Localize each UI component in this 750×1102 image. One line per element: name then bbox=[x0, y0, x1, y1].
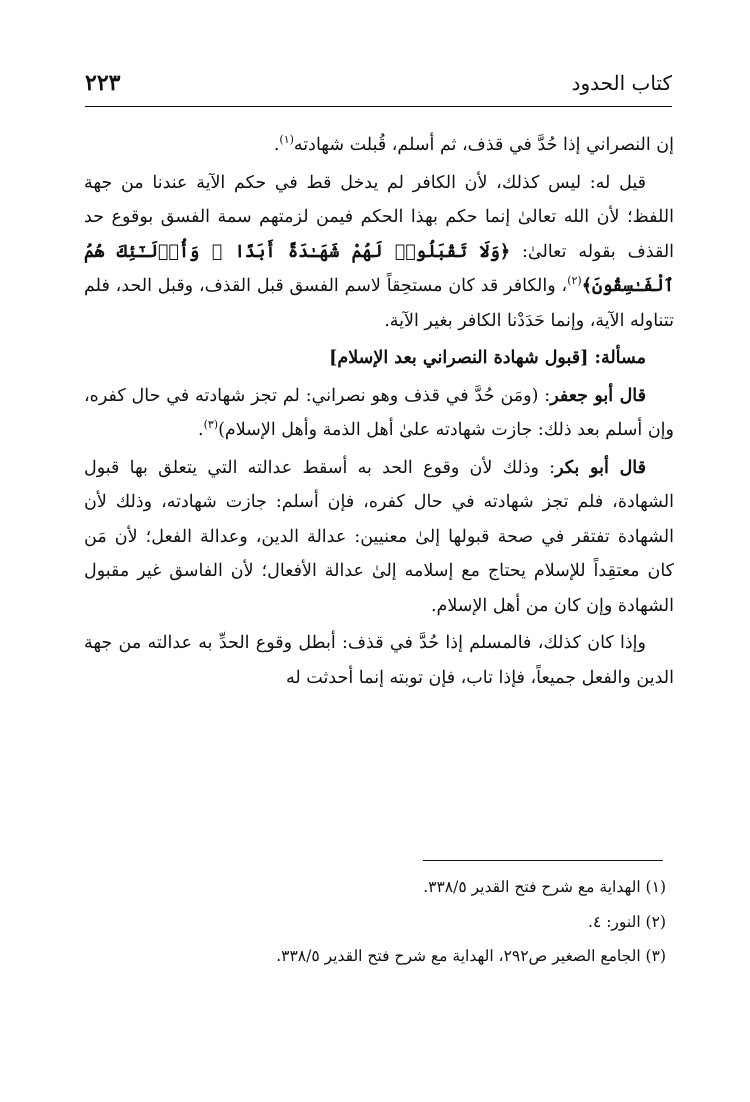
speaker-abu-bakr: قال أبو بكر bbox=[555, 457, 646, 478]
masala-title: : [قبول شهادة النصراني بعد الإسلام] bbox=[329, 348, 601, 368]
header-rule bbox=[85, 106, 672, 107]
footnotes bbox=[84, 870, 666, 974]
quran-verse: ﴿وَلَا تَقْبَلُوا۟ لَهُمْ شَهَـٰدَةً أَبَدًا ۚ وَأُو۟لَـٰٓئِكَ هُمُ ٱلْفَـٰسِقُونَ﴾ bbox=[84, 241, 674, 296]
running-header bbox=[85, 70, 672, 96]
footnote-ref-2[interactable]: (٢) bbox=[567, 274, 582, 288]
footnote-3: (٣) الجامع الصغير ص٢٩٢، الهداية مع شرح فتح القدير ٣٣٨/٥. bbox=[276, 947, 666, 965]
paragraph-4: قال أبو بكر: وذلك لأن وقوع الحد به أسقط عدالته التي يتعلق بها قبول الشهادة، فلم تجز شهادته في حال كفره، فإن أسلم: جازت شهادته، وذلك لأن الشهادة تفتقر في صحة قبولها إلىٰ معنيين: عدالة الدين، وعدالة الفعل؛ لأن مَن كان معتقِداً للإسلام يحتاج مع إسلامه إلىٰ عدالة الأفعال؛ لأن الفاسق غير مقبول الشهادة وإن كان من أهل الإسلام. bbox=[84, 457, 674, 616]
footnote-ref-1[interactable]: (١) bbox=[279, 133, 294, 147]
paragraph-3: قال أبو جعفر: (ومَن حُدَّ في قذف وهو نصراني: لم تجز شهادته في حال كفره، وإن أسلم بعد ذلك: جازت شهادته علىٰ أهل الذمة وأهل الإسلام)$^{(٣)}$. bbox=[84, 385, 674, 440]
footnote-2: (٢) النور: ٤. bbox=[588, 912, 666, 931]
masala-label: مسألة bbox=[600, 348, 646, 368]
main-text bbox=[84, 128, 674, 698]
footnote-1: (١) الهداية مع شرح فتح القدير ٣٣٨/٥. bbox=[423, 878, 666, 896]
paragraph-1: إن النصراني إذا حُدَّ في قذف، ثم أسلم، قُبلت شهادته$^{(١)}$. bbox=[273, 133, 674, 155]
paragraph-2: قيل له: ليس كذلك، لأن الكافر لم يدخل قط في حكم الآية عندنا من جهة اللفظ؛ لأن الله تعالىٰ إنما حكم بهذا الحكم فيمن لزمتهم سمة الفسق بوقوع حد القذف بقوله تعالىٰ: ﴿وَلَا تَقْبَلُوا۟ لَهُمْ شَهَـٰدَةً أَبَدًا ۚ وَأُو۟لَـٰٓئِكَ هُمُ ٱلْفَـٰسِقُونَ﴾$^{(٢)}$، والكافر قد كان مستحِقاً لاسم الفسق قبل القذف، وقبل الحد، فلم تتناوله الآية، وإنما حَدَدْنا الكافر بغير الآية. bbox=[84, 172, 675, 331]
footnote-ref-3[interactable]: (٣) bbox=[203, 418, 219, 432]
paragraph-5: وإذا كان كذلك، فالمسلم إذا حُدَّ في قذف: أبطل وقوع الحدِّ به عدالته من جهة الدين والفعل جميعاً، فإذا تاب، فإن توبته إنما أحدثت له bbox=[84, 633, 674, 688]
page-number: ٢٢٣ bbox=[85, 70, 121, 96]
masala-heading bbox=[84, 341, 674, 376]
footnote-separator bbox=[423, 860, 663, 861]
speaker-abu-jafar: قال أبو جعفر bbox=[550, 385, 646, 406]
chapter-title: كتاب الحدود bbox=[571, 71, 672, 95]
